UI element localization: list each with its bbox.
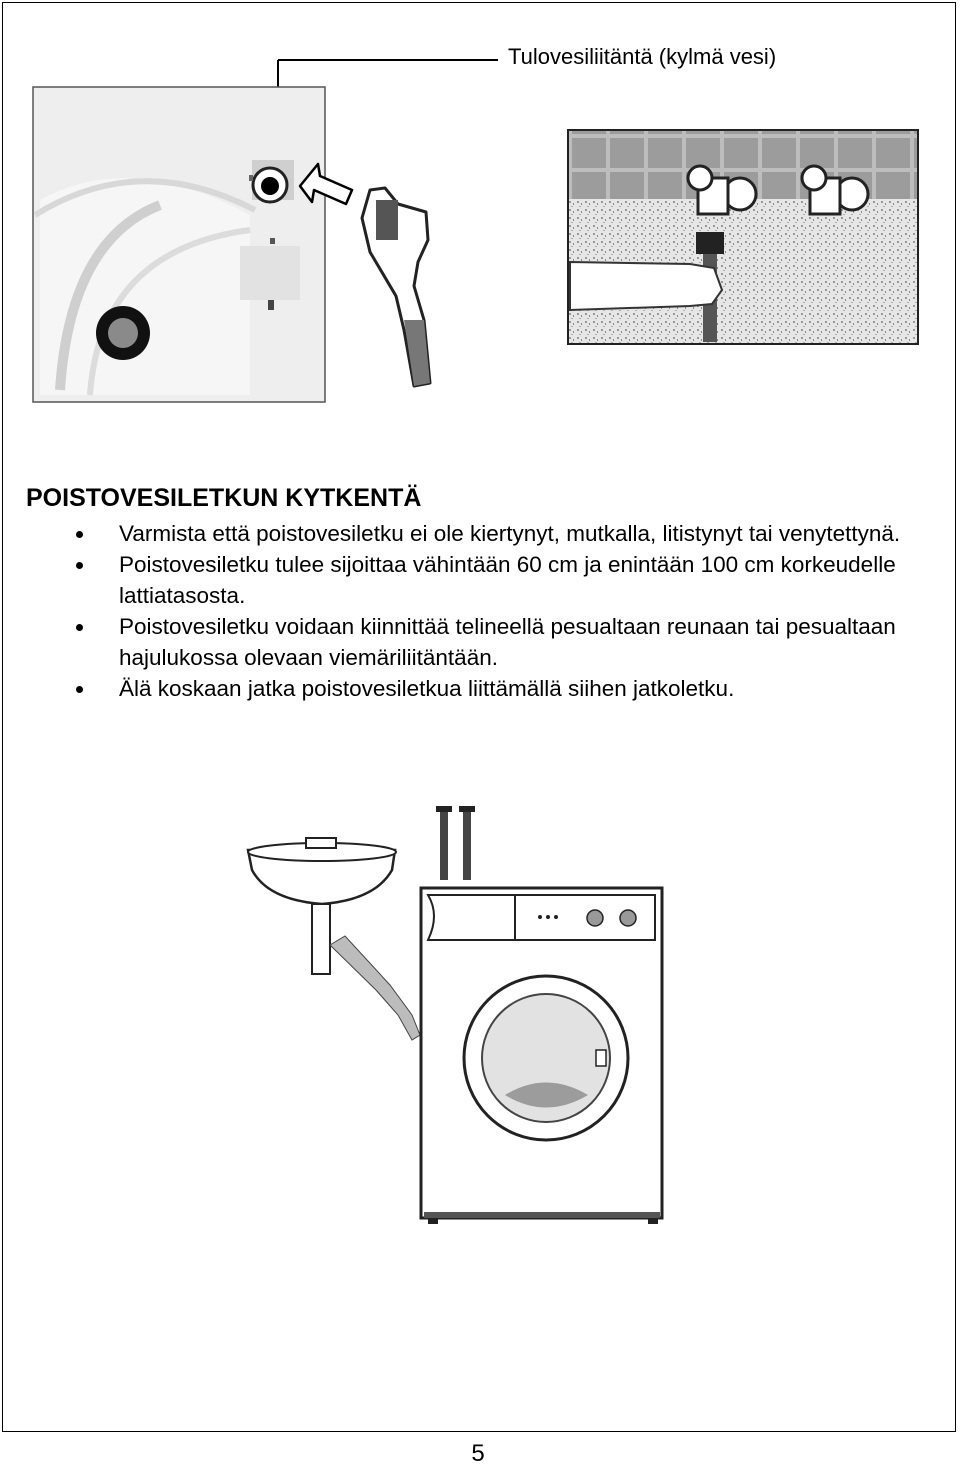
- list-item: Poistovesiletku voidaan kiinnittää telineellä pesualtaan reunaan tai pesualtaan hajulukossa olevaan viemäriliitäntään.: [72, 611, 912, 673]
- list-item: Poistovesiletku tulee sijoittaa vähintään 60 cm ja enintään 100 cm korkeudelle lattiatasosta.: [72, 549, 912, 611]
- bullet-icon: [76, 624, 83, 631]
- machine-back-panel: [33, 87, 325, 402]
- instruction-list: [72, 518, 912, 704]
- sink-illustration: [248, 838, 420, 1040]
- bullet-icon: [76, 531, 83, 538]
- washing-machine-illustration: [421, 888, 662, 1224]
- bullet-icon: [76, 686, 83, 693]
- hand-with-hose: [362, 188, 430, 386]
- bullet-icon: [76, 562, 83, 569]
- callout-label: Tulovesiliitäntä (kylmä vesi): [508, 44, 777, 69]
- tap-photo: [568, 130, 918, 344]
- list-item: Älä koskaan jatka poistovesiletkua liittämällä siihen jatkoletku.: [72, 673, 912, 704]
- section-heading: POISTOVESILETKUN KYTKENTÄ: [26, 484, 422, 512]
- hose-fittings: [436, 806, 475, 880]
- page-number: 5: [471, 1440, 485, 1467]
- list-item: Varmista että poistovesiletku ei ole kiertynyt, mutkalla, litistynyt tai venytettynä.: [72, 518, 912, 549]
